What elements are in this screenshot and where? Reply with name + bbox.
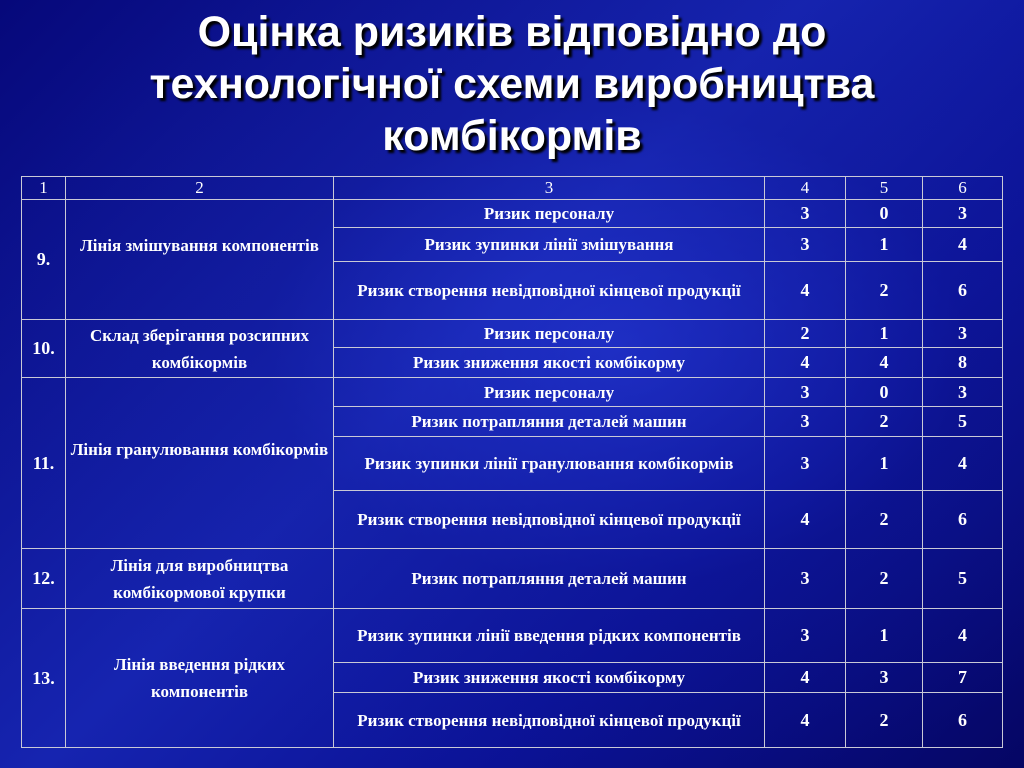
group-area: Лінія введення рідких компонентів bbox=[66, 609, 334, 748]
group-number: 13. bbox=[22, 609, 66, 748]
risk-name: Ризик потрапляння деталей машин bbox=[334, 407, 765, 437]
value-col-5: 2 bbox=[846, 491, 923, 549]
group-area: Лінія гранулювання комбікормів bbox=[66, 378, 334, 549]
value-col-6: 8 bbox=[923, 348, 1003, 378]
group-number: 10. bbox=[22, 320, 66, 378]
table-row bbox=[22, 378, 1003, 407]
value-col-6: 5 bbox=[923, 549, 1003, 609]
risk-name: Ризик зупинки лінії змішування bbox=[334, 228, 765, 262]
header-cell: 5 bbox=[846, 177, 923, 200]
table-row bbox=[22, 200, 1003, 228]
value-col-5: 0 bbox=[846, 200, 923, 228]
value-col-5: 1 bbox=[846, 320, 923, 348]
risk-name: Ризик зупинки лінії гранулювання комбікормів bbox=[334, 437, 765, 491]
value-col-4: 3 bbox=[765, 407, 846, 437]
group-area: Лінія змішування компонентів bbox=[66, 200, 334, 320]
title-line-2: технологічної схеми виробництва bbox=[149, 60, 875, 108]
value-col-4: 3 bbox=[765, 549, 846, 609]
value-col-5: 1 bbox=[846, 228, 923, 262]
header-cell: 3 bbox=[334, 177, 765, 200]
value-col-5: 2 bbox=[846, 407, 923, 437]
value-col-4: 2 bbox=[765, 320, 846, 348]
risk-name: Ризик зниження якості комбікорму bbox=[334, 663, 765, 693]
value-col-5: 1 bbox=[846, 437, 923, 491]
value-col-6: 3 bbox=[923, 378, 1003, 407]
value-col-6: 6 bbox=[923, 491, 1003, 549]
risk-name: Ризик зупинки лінії введення рідких компонентів bbox=[334, 609, 765, 663]
value-col-6: 5 bbox=[923, 407, 1003, 437]
value-col-6: 3 bbox=[923, 320, 1003, 348]
value-col-5: 0 bbox=[846, 378, 923, 407]
value-col-4: 4 bbox=[765, 348, 846, 378]
risk-name: Ризик персоналу bbox=[334, 378, 765, 407]
risk-name: Ризик персоналу bbox=[334, 200, 765, 228]
header-cell: 1 bbox=[22, 177, 66, 200]
value-col-5: 2 bbox=[846, 549, 923, 609]
value-col-5: 3 bbox=[846, 663, 923, 693]
value-col-6: 6 bbox=[923, 262, 1003, 320]
value-col-6: 4 bbox=[923, 437, 1003, 491]
risk-name: Ризик створення невідповідної кінцевої продукції bbox=[334, 262, 765, 320]
value-col-6: 4 bbox=[923, 228, 1003, 262]
header-cell: 6 bbox=[923, 177, 1003, 200]
table-row bbox=[22, 549, 1003, 609]
group-area: Склад зберігання розсипних комбікормів bbox=[66, 320, 334, 378]
table-header-row bbox=[22, 177, 1003, 200]
value-col-6: 6 bbox=[923, 693, 1003, 748]
group-area: Лінія для виробництва комбікормової крупки bbox=[66, 549, 334, 609]
group-number: 12. bbox=[22, 549, 66, 609]
risk-name: Ризик персоналу bbox=[334, 320, 765, 348]
title-line-1: Оцінка ризиків відповідно до bbox=[197, 8, 827, 56]
group-number: 11. bbox=[22, 378, 66, 549]
risk-name: Ризик створення невідповідної кінцевої продукції bbox=[334, 693, 765, 748]
risk-name: Ризик потрапляння деталей машин bbox=[334, 549, 765, 609]
header-cell: 4 bbox=[765, 177, 846, 200]
value-col-4: 3 bbox=[765, 609, 846, 663]
risk-table bbox=[21, 176, 1003, 748]
value-col-4: 3 bbox=[765, 228, 846, 262]
risk-name: Ризик зниження якості комбікорму bbox=[334, 348, 765, 378]
value-col-4: 4 bbox=[765, 663, 846, 693]
group-number: 9. bbox=[22, 200, 66, 320]
value-col-4: 4 bbox=[765, 491, 846, 549]
title-line-3: комбікормів bbox=[382, 112, 642, 160]
value-col-6: 3 bbox=[923, 200, 1003, 228]
value-col-5: 1 bbox=[846, 609, 923, 663]
table-row bbox=[22, 609, 1003, 663]
slide-title bbox=[0, 6, 1024, 162]
table-row bbox=[22, 320, 1003, 348]
value-col-4: 3 bbox=[765, 437, 846, 491]
value-col-5: 2 bbox=[846, 262, 923, 320]
value-col-6: 7 bbox=[923, 663, 1003, 693]
value-col-4: 4 bbox=[765, 693, 846, 748]
value-col-5: 4 bbox=[846, 348, 923, 378]
value-col-4: 3 bbox=[765, 200, 846, 228]
value-col-4: 3 bbox=[765, 378, 846, 407]
value-col-4: 4 bbox=[765, 262, 846, 320]
value-col-5: 2 bbox=[846, 693, 923, 748]
header-cell: 2 bbox=[66, 177, 334, 200]
risk-name: Ризик створення невідповідної кінцевої продукції bbox=[334, 491, 765, 549]
value-col-6: 4 bbox=[923, 609, 1003, 663]
